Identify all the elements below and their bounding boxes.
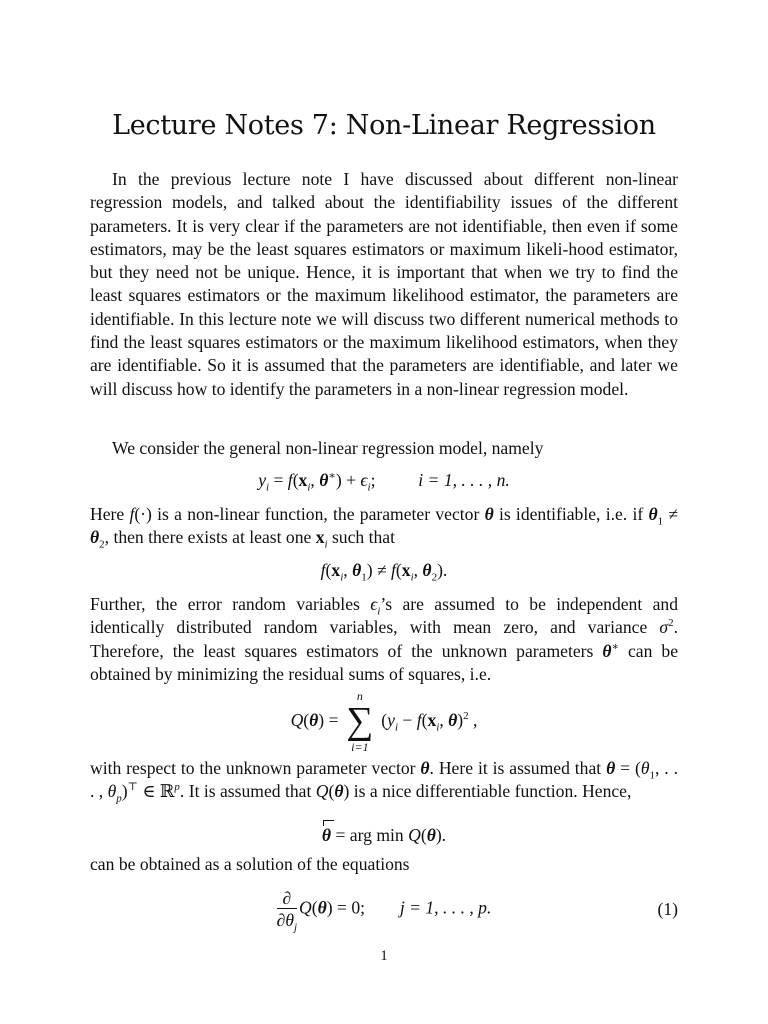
equation-model-range: i = 1, . . . , n. xyxy=(418,470,510,490)
equation-partial: $\frac{\partial}{\partial\theta_j}$ Q(θ) = 0; j = 1, . . . , p. (1) xyxy=(276,888,678,934)
paragraph-errors: Further, the error random variables $\epsilon_i’s$ are assumed to be independent and identically distributed random variables, with mean zero, and variance $\sigma^2$. Therefore, the least squares estimators of the unknown parameters θ∗ can be obtained by minimizing the residual sums of squares, i.e. xyxy=(90,594,679,684)
equation-number: (1) xyxy=(657,899,678,919)
paragraph-identifiable: Here f(·) is a non-linear function, the parameter vector θ is identifiable, i.e. if $\theta_1 \ne \theta_2$, then there exists at least one $x_i$ such that xyxy=(90,504,678,551)
argmin-operator: arg min xyxy=(349,825,404,845)
partial-fraction: $\frac{\partial}{\partial\theta_j}$ xyxy=(276,888,298,934)
paragraph-solution: can be obtained as a solution of the equations xyxy=(90,854,410,874)
equation-rss: Q(θ) = n ∑ i=1 ($y_i - f(x_i$, θ)$^2$ , xyxy=(290,689,478,754)
page-number: 1 xyxy=(380,948,388,964)
paragraph-model-intro: We consider the general non-linear regression model, namely xyxy=(112,438,544,458)
equation-model: $y_i = f(x_i$, $\theta^∗) + \epsilon_i$; i = 1, . . . , n. xyxy=(258,470,510,494)
equation-argmin: θ = arg min Q(θ). xyxy=(321,825,447,845)
paragraph-theta: with respect to the unknown parameter vector θ. Here it is assumed that $\theta = (\theta_1$, . . . , $\theta_p)^⊤$ ∈ ℝ$^p$. It is assumed that Q(θ) is a nice differentiable function. Hence, xyxy=(90,758,678,805)
summation-symbol: n ∑ i=1 xyxy=(346,689,374,754)
paragraph-intro: In the previous lecture note I have discussed about different non-linear regression models, and talked about the identifiability issues of the different parameters. It is very clear if the parameters are not identifiable, then even if some estimators, may be the least squares estimators or maximum likeli-hood estimator, but they need not be unique. Hence, it is important that when we try to find the least squares estimators or the maximum likelihood estimator, the parameters are identifiable. In this lecture note we will discuss two different numerical methods to find the least squares estimators or the maximum likelihood estimators, when they are identifiable. So it is assumed that the parameters are identifiable, and later we will discuss how to identify the parameters in a non-linear regression model. xyxy=(90,169,678,399)
equation-identifiability: $f(x_i$, $\theta_1) \ne f(x_i$, $\theta_2$). xyxy=(320,560,448,584)
document-title: Lecture Notes 7: Non-Linear Regression xyxy=(112,110,656,141)
equation-partial-range: j = 1, . . . , p. xyxy=(399,897,492,918)
